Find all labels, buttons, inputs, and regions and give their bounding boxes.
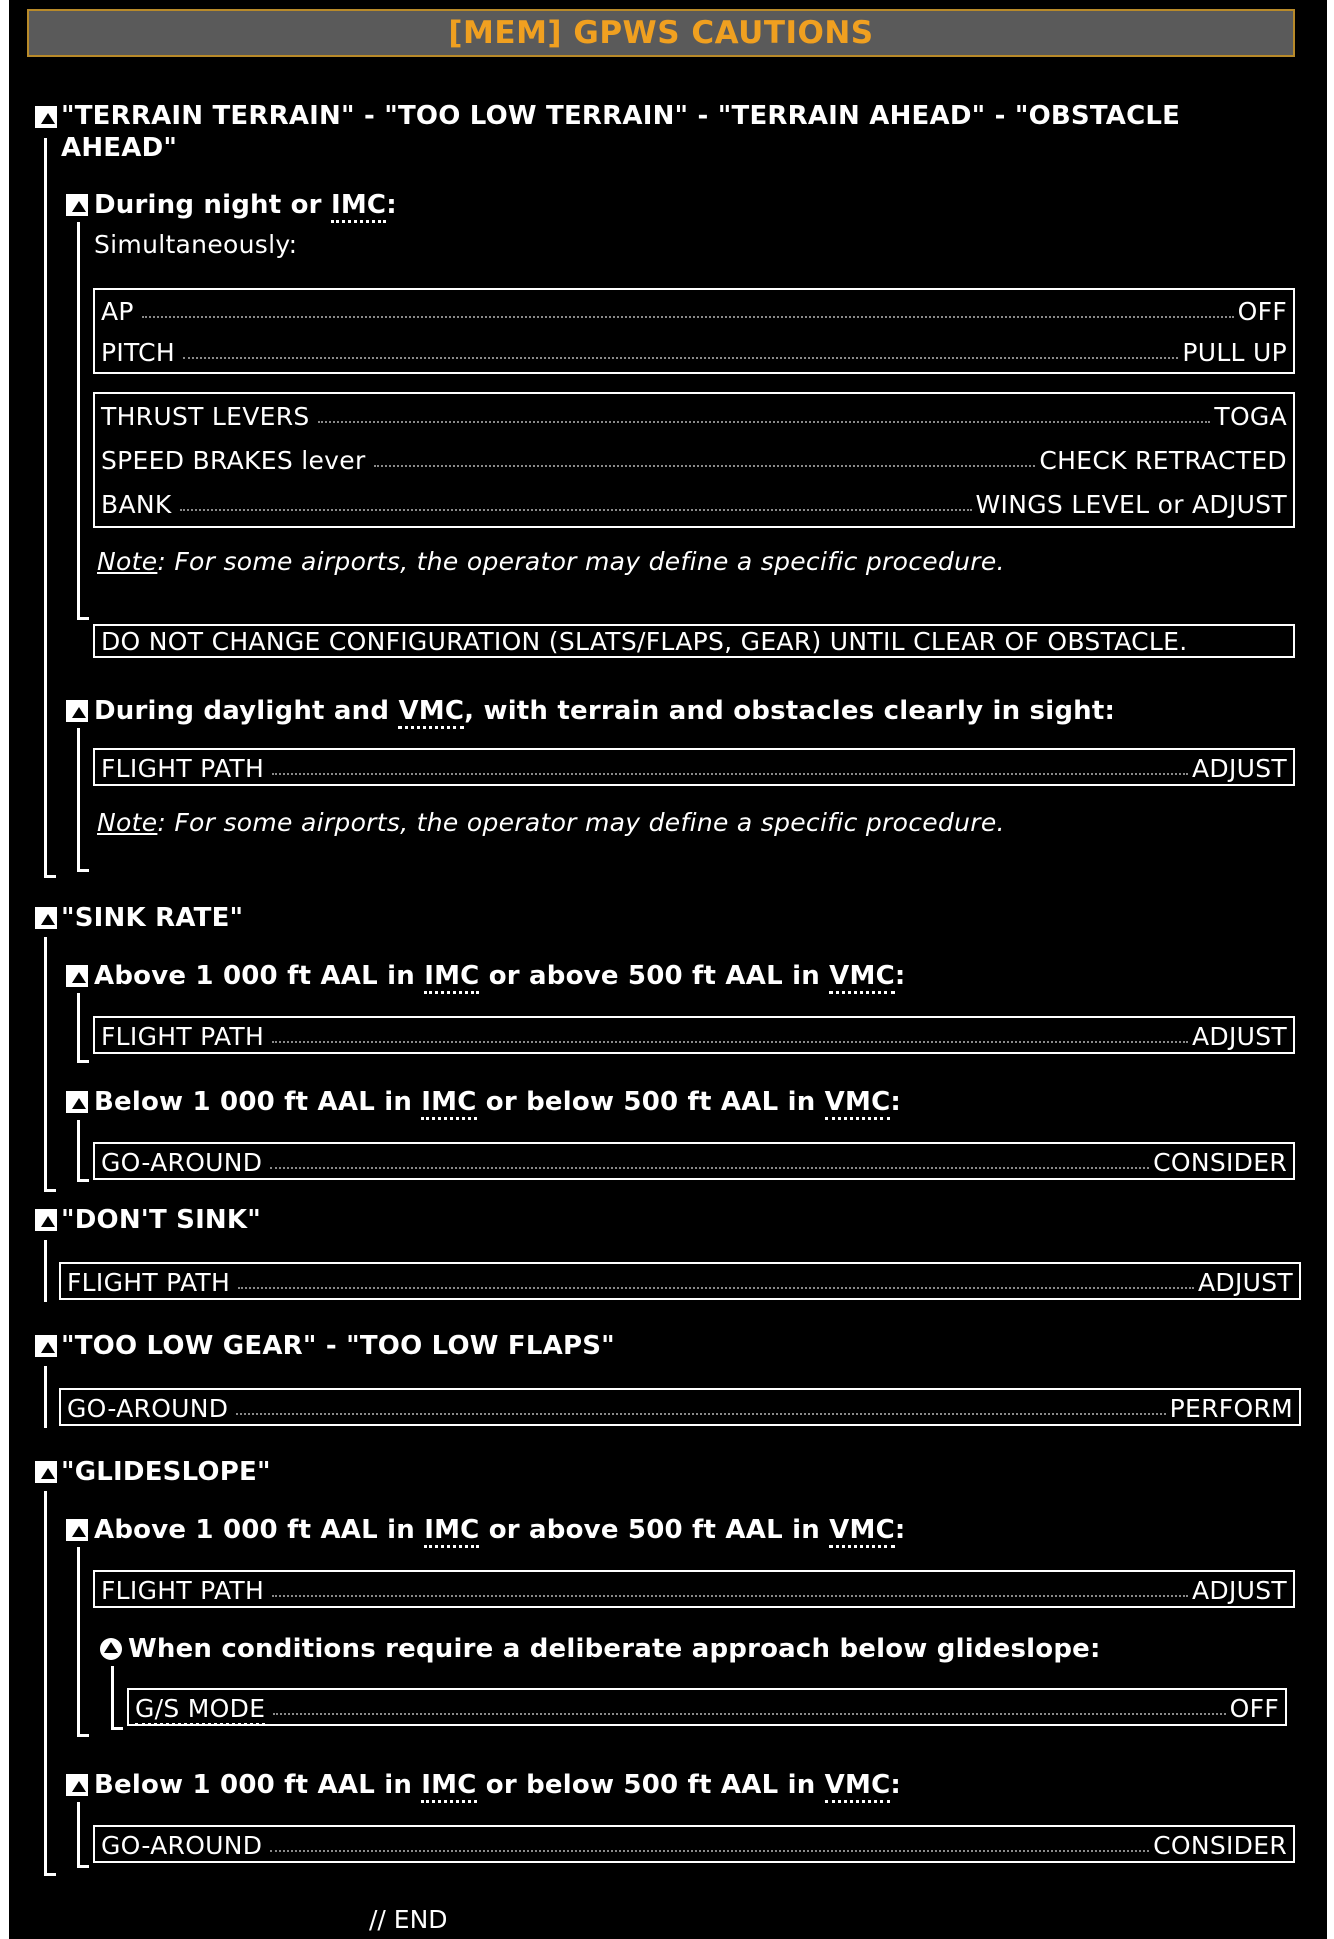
sink-rate-bracket xyxy=(44,937,47,1192)
action-value: TOGA xyxy=(1214,401,1287,431)
condition-text: Below 1 000 ft AAL in xyxy=(94,1770,422,1800)
leader-dots xyxy=(273,1711,1225,1715)
action-row xyxy=(101,1570,1287,1610)
day-heading xyxy=(94,696,1115,726)
action-value: CONSIDER xyxy=(1153,1830,1287,1860)
leader-dots xyxy=(270,1165,1149,1169)
title-bar xyxy=(27,9,1295,57)
bracket-end xyxy=(77,1179,89,1182)
action-box xyxy=(93,1016,1295,1054)
action-value: OFF xyxy=(1229,1693,1279,1723)
night-bracket xyxy=(77,222,80,620)
condition-heading xyxy=(94,1515,905,1545)
action-label: SPEED BRAKES lever xyxy=(101,445,366,475)
abbr-gs-mode[interactable]: G/S MODE xyxy=(135,1694,265,1726)
action-value: ADJUST xyxy=(1192,1021,1287,1051)
condition-heading xyxy=(94,1770,901,1800)
day-bracket xyxy=(77,728,80,872)
action-label: PITCH xyxy=(101,337,176,367)
abbr-imc[interactable]: IMC xyxy=(424,1515,479,1548)
leader-dots xyxy=(142,314,1234,318)
night-heading-text: During night or xyxy=(94,190,331,220)
condition-text: or below 500 ft AAL in xyxy=(476,1770,825,1800)
config-text: DO NOT CHANGE CONFIGURATION (SLATS/FLAPS, GEAR) UNTIL CLEAR OF OBSTACLE. xyxy=(101,627,1188,656)
day-heading-text-post: , with terrain and obstacles clearly in sight: xyxy=(464,696,1116,726)
action-row xyxy=(101,291,1287,331)
collapse-icon[interactable] xyxy=(66,1091,88,1113)
terrain-heading: "TERRAIN TERRAIN" - "TOO LOW TERRAIN" - "TERRAIN AHEAD" - "OBSTACLE xyxy=(61,101,1181,131)
action-label: FLIGHT PATH xyxy=(101,753,265,783)
action-value: ADJUST xyxy=(1198,1267,1293,1297)
condition-text: Below 1 000 ft AAL in xyxy=(94,1087,422,1117)
bracket-end xyxy=(111,1727,123,1730)
leader-dots xyxy=(272,1593,1188,1597)
leader-dots xyxy=(238,1285,1194,1289)
action-label: FLIGHT PATH xyxy=(101,1575,265,1605)
collapse-icon[interactable] xyxy=(35,106,57,128)
bracket-end xyxy=(44,1189,56,1192)
deliberate-bracket xyxy=(111,1666,114,1730)
leader-dots xyxy=(183,355,1178,359)
night-heading-colon: : xyxy=(386,190,397,220)
action-row xyxy=(101,332,1287,372)
abbr-vmc[interactable]: VMC xyxy=(829,961,895,994)
action-box xyxy=(93,1570,1295,1608)
bracket-end xyxy=(77,869,89,872)
glideslope-heading: "GLIDESLOPE" xyxy=(61,1457,271,1487)
action-value: ADJUST xyxy=(1192,1575,1287,1605)
collapse-icon[interactable] xyxy=(66,700,88,722)
config-box xyxy=(93,624,1295,658)
action-row xyxy=(67,1262,1293,1302)
condition-text: : xyxy=(890,1087,901,1117)
abbr-imc[interactable]: IMC xyxy=(424,961,479,994)
too-low-gear-heading: "TOO LOW GEAR" - "TOO LOW FLAPS" xyxy=(61,1331,615,1361)
bracket-end xyxy=(44,875,56,878)
action-value: PULL UP xyxy=(1182,337,1287,367)
leader-dots xyxy=(318,419,1211,423)
condition-text: Above 1 000 ft AAL in xyxy=(94,961,425,991)
condition-text: or below 500 ft AAL in xyxy=(476,1087,825,1117)
collapse-icon[interactable] xyxy=(66,1774,88,1796)
action-box xyxy=(127,1688,1287,1726)
note-text: : For some airports, the operator may define a specific procedure. xyxy=(157,547,1005,576)
note xyxy=(97,808,1005,837)
condition-text: : xyxy=(890,1770,901,1800)
condition-bracket xyxy=(77,993,80,1063)
action-label: GO-AROUND xyxy=(101,1147,263,1177)
condition-heading xyxy=(94,1087,901,1117)
abbr-vmc[interactable]: VMC xyxy=(825,1087,891,1120)
leader-dots xyxy=(236,1411,1165,1415)
page-title: [MEM] GPWS CAUTIONS xyxy=(448,15,874,51)
collapse-icon[interactable] xyxy=(66,194,88,216)
action-box xyxy=(93,392,1295,528)
action-row xyxy=(67,1388,1293,1428)
leader-dots xyxy=(272,771,1188,775)
action-box xyxy=(93,288,1295,374)
action-value: WINGS LEVEL or ADJUST xyxy=(975,489,1287,519)
note-label[interactable]: Note xyxy=(97,547,158,576)
action-value: CHECK RETRACTED xyxy=(1039,445,1287,475)
abbr-vmc[interactable]: VMC xyxy=(825,1770,891,1803)
collapse-circle-icon[interactable] xyxy=(100,1638,122,1660)
condition-text: : xyxy=(894,961,906,991)
leader-dots xyxy=(270,1848,1149,1852)
action-label: GO-AROUND xyxy=(101,1830,263,1860)
collapse-icon[interactable] xyxy=(35,1461,57,1483)
action-label: FLIGHT PATH xyxy=(101,1021,265,1051)
action-row xyxy=(101,748,1287,788)
condition-text: Above 1 000 ft AAL in xyxy=(94,1515,425,1545)
abbr-imc[interactable]: IMC xyxy=(421,1087,476,1120)
abbr-vmc[interactable]: VMC xyxy=(398,696,464,729)
bracket-end xyxy=(77,617,89,620)
action-row xyxy=(101,396,1287,436)
abbr-imc[interactable]: IMC xyxy=(421,1770,476,1803)
deliberate-heading: When conditions require a deliberate approach below glideslope: xyxy=(128,1634,1101,1664)
action-value: CONSIDER xyxy=(1153,1147,1287,1177)
glideslope-bracket xyxy=(44,1491,47,1876)
action-box xyxy=(59,1262,1301,1300)
condition-text: : xyxy=(894,1515,906,1545)
procedure-panel xyxy=(9,0,1327,1939)
too-low-gear-bracket xyxy=(44,1366,47,1428)
simultaneously-label: Simultaneously: xyxy=(94,230,298,259)
dont-sink-heading: "DON'T SINK" xyxy=(61,1205,261,1235)
action-label: GO-AROUND xyxy=(67,1393,229,1423)
action-label xyxy=(135,1694,265,1723)
action-row xyxy=(101,1142,1287,1182)
action-row xyxy=(135,1688,1279,1728)
terrain-heading-cont: AHEAD" xyxy=(61,133,178,163)
leader-dots xyxy=(374,463,1036,467)
collapse-icon[interactable] xyxy=(66,1519,88,1541)
bracket-end xyxy=(77,1060,89,1063)
action-box xyxy=(59,1388,1301,1426)
bracket-end xyxy=(77,1734,89,1737)
collapse-icon[interactable] xyxy=(66,965,88,987)
action-label: AP xyxy=(101,296,134,326)
day-heading-text: During daylight and xyxy=(94,696,399,726)
action-label: FLIGHT PATH xyxy=(67,1267,231,1297)
action-value: PERFORM xyxy=(1169,1393,1293,1423)
terrain-bracket xyxy=(44,138,47,878)
collapse-icon[interactable] xyxy=(35,1209,57,1231)
action-label: BANK xyxy=(101,489,172,519)
action-label: THRUST LEVERS xyxy=(101,401,310,431)
action-row xyxy=(101,1825,1287,1865)
condition-text: or above 500 ft AAL in xyxy=(479,961,830,991)
collapse-icon[interactable] xyxy=(35,1335,57,1357)
condition-bracket xyxy=(77,1120,80,1182)
condition-bracket xyxy=(77,1547,80,1737)
action-row xyxy=(101,440,1287,480)
action-box xyxy=(93,748,1295,786)
note-label[interactable]: Note xyxy=(97,808,158,837)
action-value: ADJUST xyxy=(1192,753,1287,783)
condition-text: or above 500 ft AAL in xyxy=(479,1515,830,1545)
note xyxy=(97,547,1005,576)
action-row xyxy=(101,1016,1287,1056)
end-marker: // END xyxy=(369,1905,448,1934)
leader-dots xyxy=(272,1039,1188,1043)
action-value: OFF xyxy=(1237,296,1287,326)
abbr-imc[interactable]: IMC xyxy=(331,190,386,223)
action-box xyxy=(93,1142,1295,1180)
action-row xyxy=(101,484,1287,524)
dont-sink-bracket xyxy=(44,1240,47,1302)
action-box xyxy=(93,1825,1295,1863)
bracket-end xyxy=(77,1865,89,1868)
bracket-end xyxy=(44,1873,56,1876)
condition-bracket xyxy=(77,1802,80,1868)
abbr-vmc[interactable]: VMC xyxy=(829,1515,895,1548)
collapse-icon[interactable] xyxy=(35,907,57,929)
sink-rate-heading: "SINK RATE" xyxy=(61,903,244,933)
leader-dots xyxy=(180,507,972,511)
note-text: : For some airports, the operator may define a specific procedure. xyxy=(157,808,1005,837)
condition-heading xyxy=(94,961,905,991)
night-heading xyxy=(94,190,397,220)
